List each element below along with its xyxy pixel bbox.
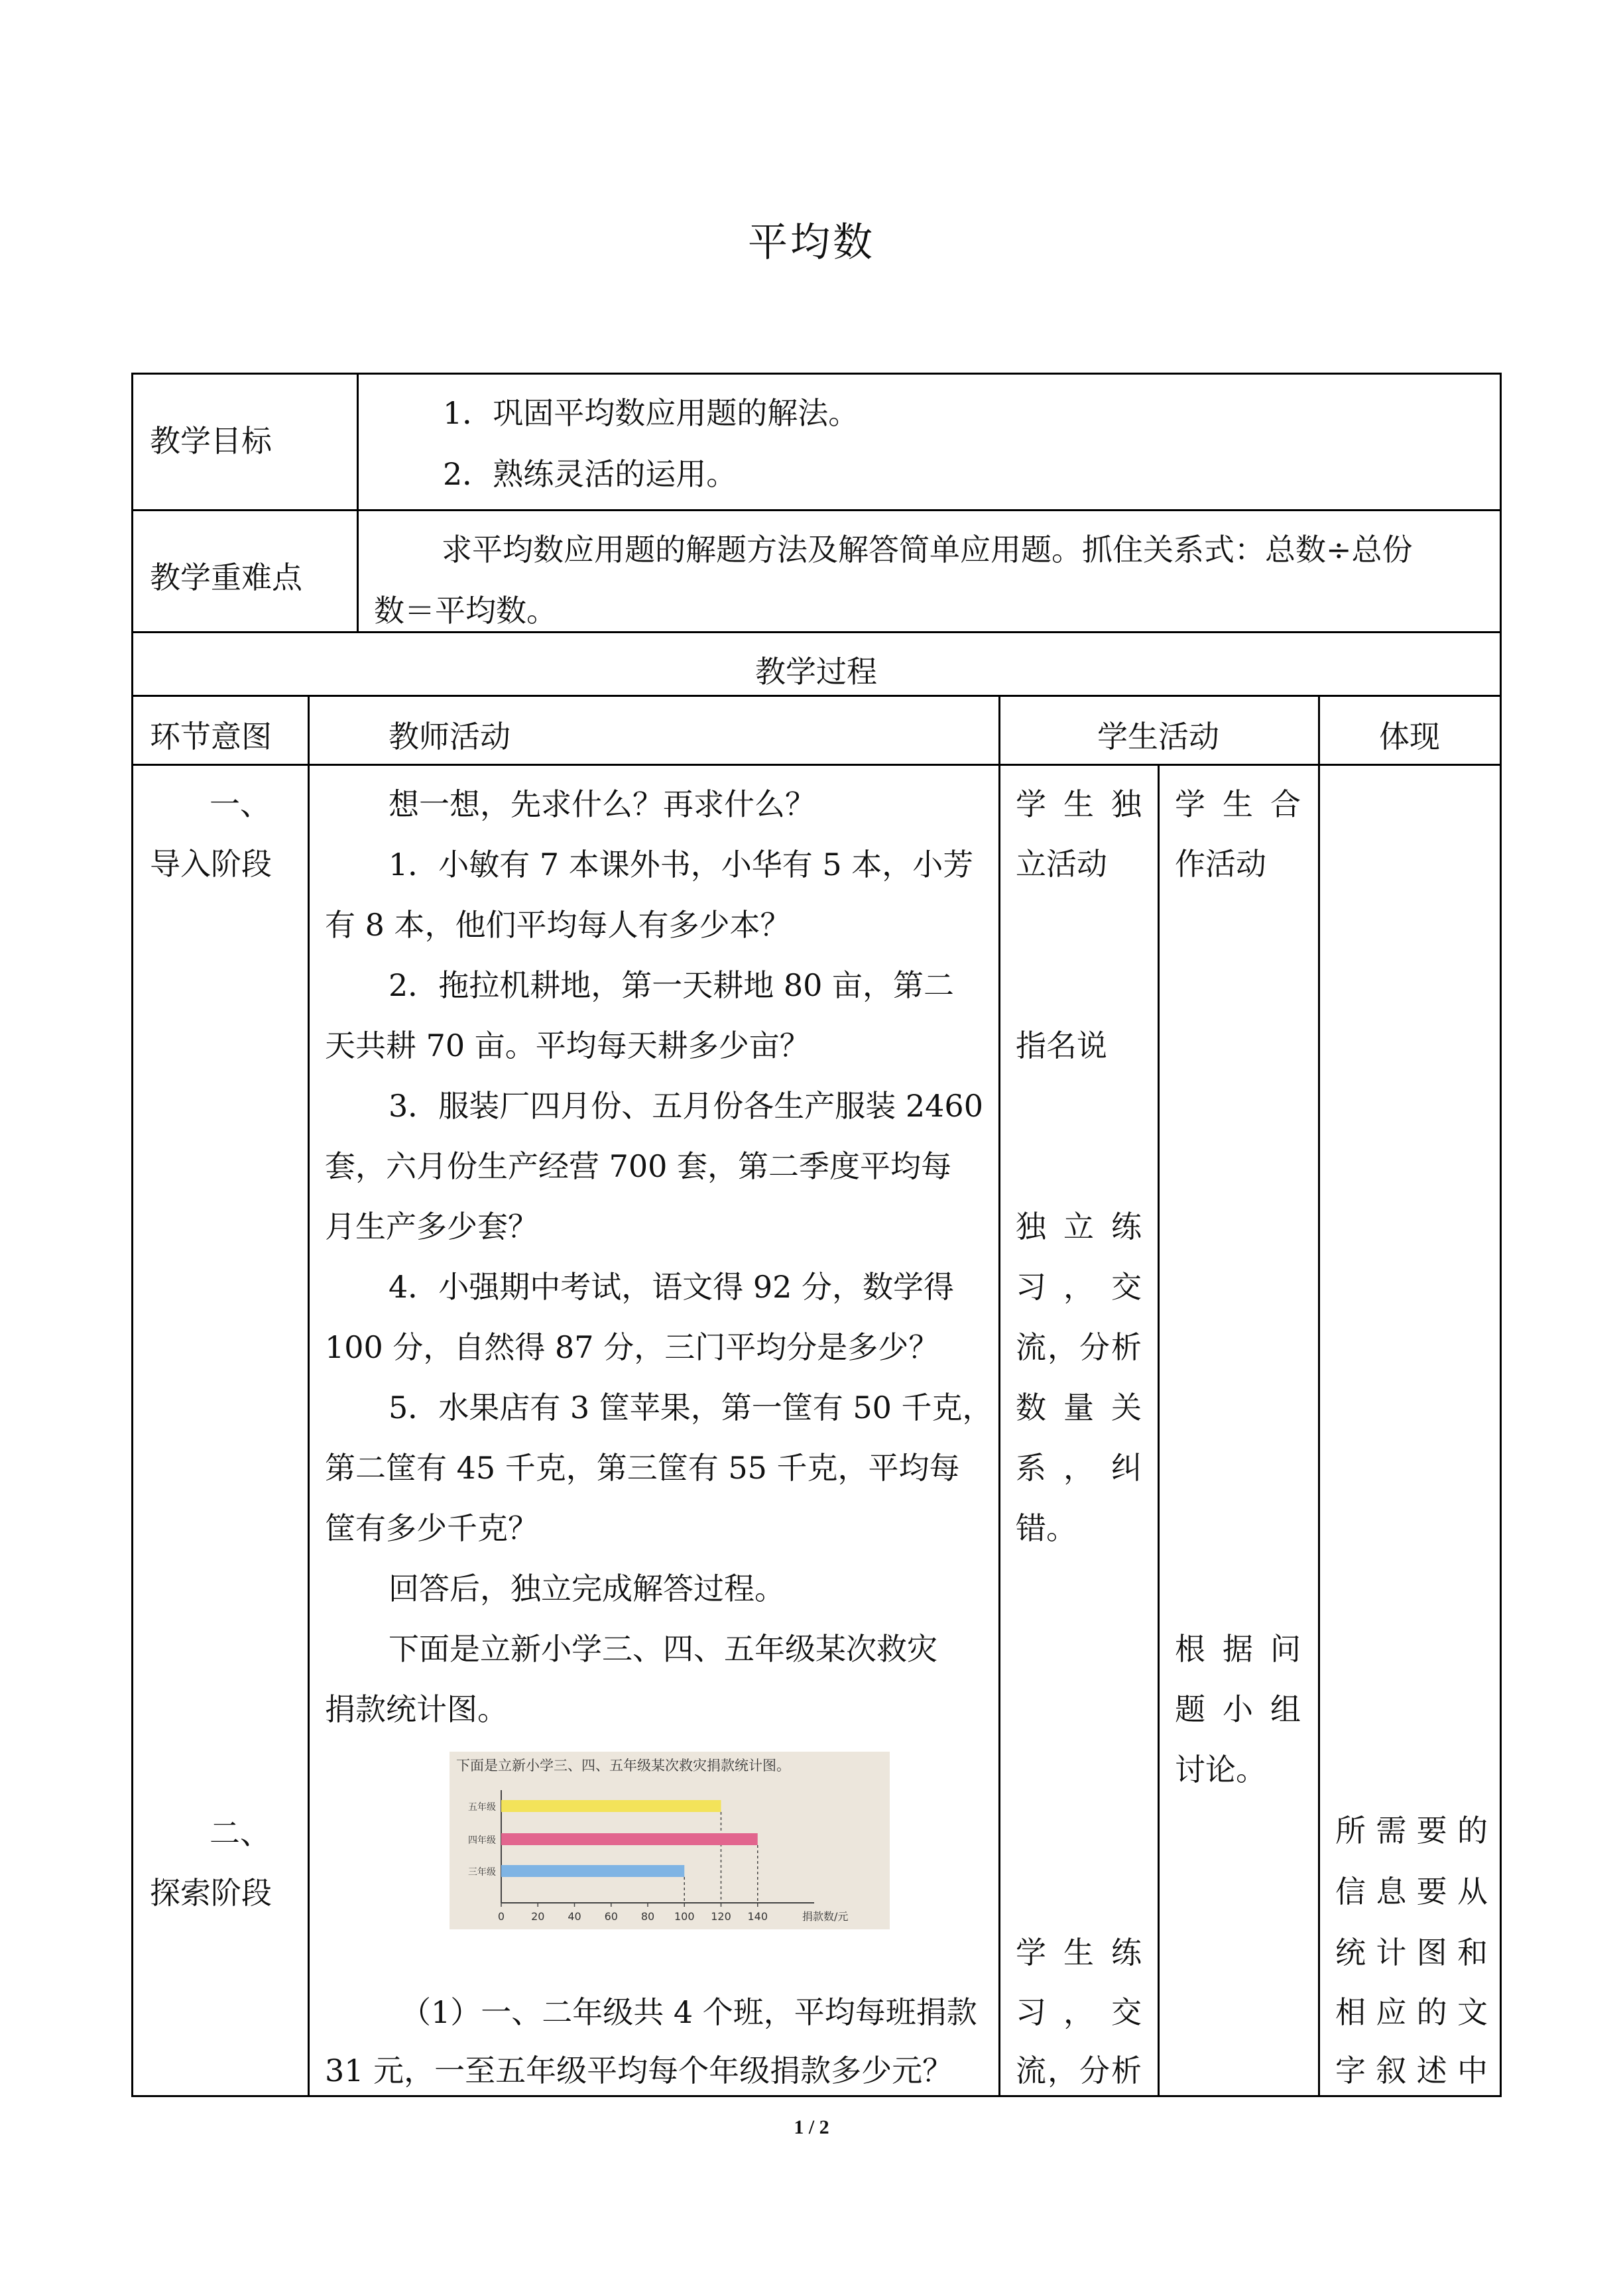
chart-x-tick-label: 120: [711, 1910, 731, 1923]
student-independent-text: 数量关: [1016, 1390, 1142, 1425]
student-independent-head: 立活动: [1016, 846, 1107, 882]
teacher-line: 1．小敏有 7 本课外书，小华有 5 本，小芳: [389, 847, 974, 882]
objectives-label: 教学目标: [150, 423, 272, 459]
student-cooperative-text: 讨论。: [1175, 1752, 1266, 1787]
teacher-line: 2．拖拉机耕地，第一天耕地 80 亩，第二: [389, 967, 955, 1003]
page-title: 平均数: [748, 219, 875, 266]
chart-category-label: 五年级: [468, 1802, 496, 1813]
objectives-item: 2．熟练灵活的运用。: [443, 456, 737, 492]
student-independent-text: 独立练: [1016, 1209, 1142, 1244]
chart-bar: [501, 1800, 721, 1812]
chart-category-label: 三年级: [468, 1867, 496, 1878]
objectives-item: 1．巩固平均数应用题的解法。: [443, 395, 859, 431]
chart-x-tick-label: 40: [568, 1910, 581, 1923]
student-cooperative-text: 根据问: [1175, 1631, 1301, 1667]
chart-x-axis-label: 捐款数/元: [802, 1910, 849, 1923]
teacher-line: 套，六月份生产经营 700 套，第二季度平均每: [325, 1148, 952, 1184]
stage-intro-name: 导入阶段: [150, 846, 272, 882]
page-number: 1 / 2: [794, 2116, 829, 2138]
teacher-line: 回答后，独立完成解答过程。: [389, 1571, 785, 1606]
table-border-right: [1500, 373, 1502, 2097]
teacher-line: 筐有多少千克？: [325, 1510, 538, 1546]
col-header-student: 学生活动: [1097, 719, 1219, 755]
table-divider: [998, 695, 1000, 2095]
teacher-line: 第二筐有 45 千克，第三筐有 55 千克，平均每: [325, 1450, 960, 1486]
student-independent-text: 习，交: [1016, 1269, 1142, 1305]
table-divider: [308, 695, 310, 2095]
student-cooperative-text: 题小组: [1175, 1691, 1301, 1727]
reflect-text: 统计图和: [1335, 1935, 1488, 1970]
donation-chart: [450, 1752, 890, 1929]
donation-chart-svg: [450, 1752, 890, 1929]
col-header-reflect: 体现: [1379, 719, 1440, 755]
teacher-line: 下面是立新小学三、四、五年级某次救灾: [389, 1631, 937, 1667]
student-independent-text: 学生练: [1016, 1935, 1142, 1970]
col-header-stage: 环节意图: [150, 719, 272, 755]
table-border-left: [131, 373, 133, 2097]
teacher-line: 4．小强期中考试，语文得 92 分，数学得: [389, 1269, 955, 1305]
teacher-line: 想一想，先求什么？再求什么？: [389, 786, 815, 822]
chart-category-label: 四年级: [468, 1835, 496, 1846]
teacher-line: 100 分，自然得 87 分，三门平均分是多少？: [325, 1329, 939, 1365]
student-cooperative-head: 作活动: [1175, 846, 1266, 882]
table-divider: [131, 509, 1501, 511]
teacher-line: 3．服装厂四月份、五月份各生产服装 2460: [389, 1088, 983, 1124]
stage-explore-number: 二、: [210, 1815, 270, 1851]
chart-x-tick-label: 0: [497, 1910, 505, 1923]
key-points-text: 数＝平均数。: [374, 593, 557, 629]
stage-explore-name: 探索阶段: [150, 1875, 272, 1911]
chart-x-tick-label: 80: [640, 1910, 655, 1923]
table-divider: [1318, 695, 1320, 2095]
student-independent-head: 学生独: [1016, 786, 1142, 822]
student-independent-text: 指名说: [1016, 1028, 1107, 1063]
reflect-text: 信息要从: [1335, 1874, 1488, 1909]
student-cooperative-head: 学生合: [1175, 786, 1301, 822]
student-independent-text: 流，分析: [1016, 1329, 1142, 1365]
chart-x-tick-label: 100: [674, 1910, 695, 1923]
student-independent-text: 系，纠: [1016, 1450, 1142, 1486]
table-divider: [357, 373, 359, 631]
teacher-line: 捐款统计图。: [325, 1691, 508, 1727]
chart-bar: [501, 1865, 684, 1877]
teacher-line: 月生产多少套？: [325, 1209, 538, 1244]
chart-x-tick-label: 60: [604, 1910, 618, 1923]
teacher-line: （1）一、二年级共 4 个班，平均每班捐款: [400, 1994, 977, 2030]
table-divider: [1158, 764, 1160, 2095]
key-points-text: 求平均数应用题的解题方法及解答简单应用题。抓住关系式：总数÷总份: [442, 532, 1413, 568]
key-points-label: 教学重难点: [150, 560, 302, 595]
chart-x-tick-label: 140: [747, 1910, 768, 1923]
student-independent-text: 流，分析: [1016, 2053, 1142, 2088]
teacher-line: 31 元，一至五年级平均每个年级捐款多少元？: [325, 2053, 953, 2088]
table-border-top: [131, 373, 1501, 375]
reflect-text: 字叙述中: [1335, 2053, 1488, 2088]
chart-x-tick-label: 20: [531, 1910, 545, 1923]
table-divider: [131, 631, 1501, 633]
reflect-text: 所需要的: [1335, 1813, 1488, 1848]
col-header-teacher: 教师活动: [389, 719, 511, 755]
reflect-text: 相应的文: [1335, 1994, 1488, 2030]
stage-intro-number: 一、: [210, 786, 270, 822]
process-header: 教学过程: [755, 654, 877, 690]
student-independent-text: 习，交: [1016, 1994, 1142, 2030]
teacher-line: 天共耕 70 亩。平均每天耕多少亩？: [325, 1028, 810, 1063]
student-independent-text: 错。: [1016, 1510, 1077, 1546]
teacher-line: 有 8 本，他们平均每人有多少本？: [325, 907, 791, 943]
chart-title: 下面是立新小学三、四、五年级某次救灾捐款统计图。: [456, 1758, 790, 1774]
chart-bar: [501, 1833, 758, 1845]
teacher-line: 5．水果店有 3 筐苹果，第一筐有 50 千克，: [389, 1390, 993, 1425]
